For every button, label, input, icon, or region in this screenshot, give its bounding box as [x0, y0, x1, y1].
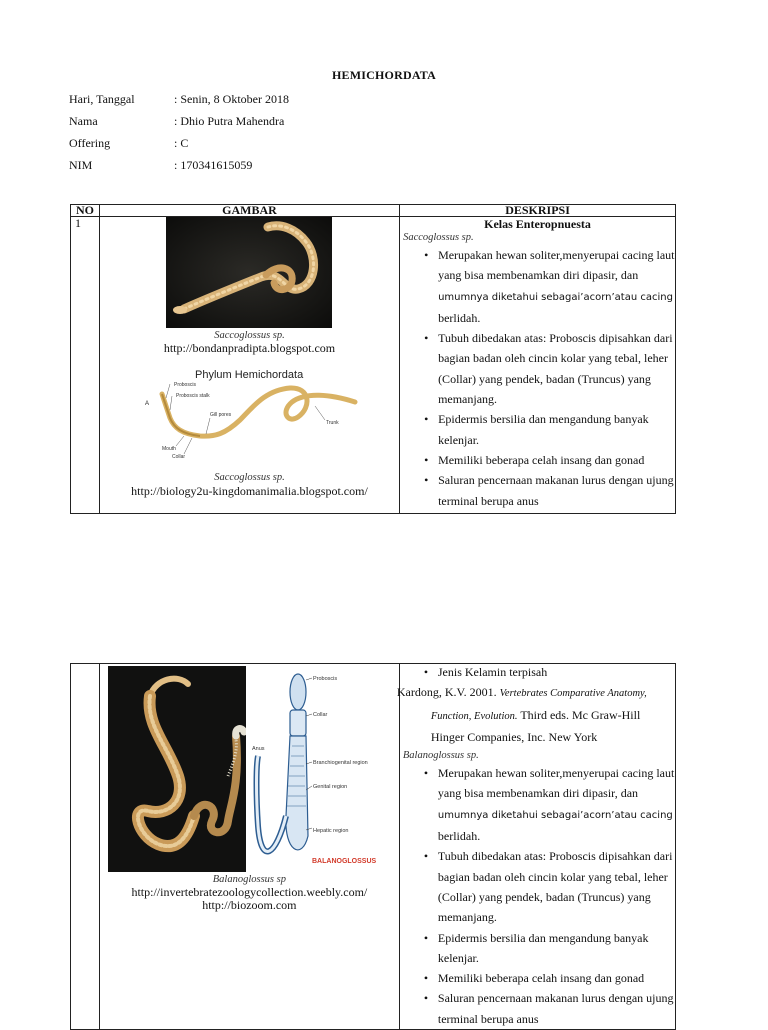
- list-item: • Merupakan hewan soliter,menyerupai cacing laut yang bisa membenamkan diri dipasir, dan umumnya diketahui sebagai’acorn’atau cacing berlidah.: [438, 245, 675, 328]
- balanoglossus-diagram: [246, 666, 396, 872]
- source-url-3: http://invertebratezoologycollection.weebly.com/: [131, 885, 368, 899]
- diagram-caption-1: Saccoglossus sp.: [214, 472, 285, 483]
- label-proboscis-stalk: Proboscis stalk: [175, 393, 210, 399]
- diagram-title: Phylum Hemichordata: [194, 369, 304, 381]
- table-row: [71, 217, 676, 514]
- saccoglossus-diagram: [140, 362, 375, 462]
- list-item: • Merupakan hewan soliter,menyerupai cacing laut yang bisa membenamkan diri dipasir, dan umumnya diketahui sebagai’acorn’atau cacing berlidah.: [438, 763, 675, 846]
- list-item: • Epidermis bersilia dan mengandung banyak kelenjar.: [438, 928, 675, 969]
- list-item: • Tubuh dibedakan atas: Proboscis dipisahkan dari bagian badan oleh cincin kolar yang tebal, leher (Collar) yang pendek, badan (Truncus) yang memanjang.: [438, 846, 675, 927]
- list-item: • Epidermis bersilia dan mengandung banyak kelenjar.: [438, 409, 675, 450]
- photo-caption-1: Saccoglossus sp.: [214, 330, 285, 341]
- source-url-2: http://biology2u-kingdomanimalia.blogspot.com/: [131, 484, 368, 498]
- label-collar: Collar: [312, 712, 328, 718]
- species-table-continued: [70, 663, 676, 1030]
- label-proboscis: Proboscis: [173, 382, 196, 388]
- deskripsi-cell: [396, 664, 675, 1030]
- diagram-letter: A: [144, 401, 149, 407]
- species-table: [70, 204, 676, 514]
- list-item: • Memiliki beberapa celah insang dan gonad: [438, 968, 675, 988]
- list-item: • Saluran pencernaan makanan lurus dengan ujung terminal berupa anus: [438, 988, 675, 1029]
- deskripsi-cell: [400, 217, 676, 514]
- description-list: [400, 245, 675, 511]
- label-anus: Anus: [251, 746, 265, 752]
- genus-name: Saccoglossus sp.: [403, 232, 474, 243]
- label-trunk: Trunk: [325, 420, 339, 426]
- class-title: Kelas Enteropnuesta: [484, 217, 591, 231]
- list-item: • Jenis Kelamin terpisah: [438, 662, 675, 682]
- label-gill-pores: Gill pores: [209, 412, 232, 418]
- label-branchiogenital-region: Branchiogenital region: [312, 760, 368, 766]
- label-collar: Collar: [171, 454, 185, 460]
- document-title: HEMICHORDATA: [332, 68, 436, 82]
- description-list-start: [400, 662, 675, 682]
- description-list: [400, 763, 675, 1029]
- table-row: [71, 664, 676, 1030]
- row-number-empty: [71, 664, 100, 1030]
- header-gambar: GAMBAR: [99, 205, 399, 217]
- table-header-row: [71, 205, 676, 217]
- source-url-1: http://bondanpradipta.blogspot.com: [163, 341, 336, 355]
- gambar-cell: [99, 217, 399, 514]
- list-item: • Tubuh dibedakan atas: Proboscis dipisahkan dari bagian badan oleh cincin kolar yang tebal, leher (Collar) yang pendek, badan (Truncus) yang memanjang.: [438, 328, 675, 409]
- genus-name: Balanoglossus sp.: [402, 750, 479, 762]
- gambar-cell: [99, 664, 399, 1030]
- balanoglossus-photo: [108, 666, 246, 872]
- label-hepatic-region: Hepatic region: [312, 828, 349, 834]
- list-item: • Saluran pencernaan makanan lurus dengan ujung terminal berupa anus: [438, 470, 675, 511]
- diagram-brand: BALANOGLOSSUS: [311, 858, 376, 865]
- row-number: 1: [71, 217, 100, 514]
- source-url-4: http://biozoom.com: [202, 898, 297, 912]
- label-proboscis: Proboscis: [312, 676, 337, 682]
- reference: Kardong, K.V. 2001. Vertebrates Comparative Anatomy, Function, Evolution. Third eds. Mc Graw-Hill Hinger Companies, Inc. New York: [396, 685, 647, 744]
- photo-caption-2: Balanoglossus sp: [212, 874, 286, 885]
- header-no: NO: [71, 205, 100, 217]
- list-item: • Memiliki beberapa celah insang dan gonad: [438, 450, 675, 470]
- label-genital-region: Genital region: [312, 784, 348, 790]
- saccoglossus-photo: [166, 217, 332, 328]
- label-mouth: Mouth: [161, 446, 176, 452]
- header-deskripsi: DESKRIPSI: [400, 205, 676, 217]
